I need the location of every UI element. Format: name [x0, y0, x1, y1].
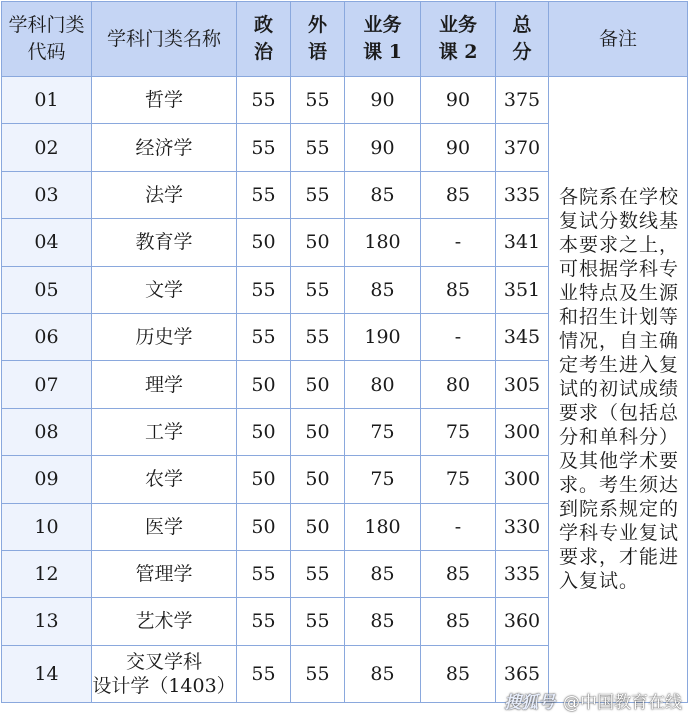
cell-total: 300 [496, 456, 549, 503]
cell-name: 哲学 [92, 77, 237, 124]
cell-course2: 85 [421, 171, 496, 218]
cell-code: 06 [2, 313, 92, 360]
cell-politics: 50 [237, 503, 291, 550]
cell-course2: 80 [421, 361, 496, 408]
cell-politics: 50 [237, 408, 291, 455]
cell-code: 10 [2, 503, 92, 550]
cell-course2: 75 [421, 456, 496, 503]
cell-course1: 85 [345, 598, 421, 645]
cell-name: 理学 [92, 361, 237, 408]
cell-total: 341 [496, 219, 549, 266]
cell-course1: 85 [345, 171, 421, 218]
cell-course2: 85 [421, 550, 496, 597]
cell-politics: 55 [237, 313, 291, 360]
cell-course1: 90 [345, 77, 421, 124]
cell-total: 351 [496, 266, 549, 313]
cell-language: 50 [291, 503, 345, 550]
cell-name: 法学 [92, 171, 237, 218]
cell-course1: 90 [345, 124, 421, 171]
cell-name: 教育学 [92, 219, 237, 266]
cell-language: 55 [291, 313, 345, 360]
cell-total: 370 [496, 124, 549, 171]
cell-language: 55 [291, 171, 345, 218]
watermark [504, 688, 682, 713]
cell-code: 08 [2, 408, 92, 455]
header-row [2, 2, 688, 77]
cell-name: 管理学 [92, 550, 237, 597]
header-total: 总 分 [496, 2, 549, 77]
cell-name: 艺术学 [92, 598, 237, 645]
cell-name: 农学 [92, 456, 237, 503]
cell-code: 03 [2, 171, 92, 218]
cell-total: 335 [496, 550, 549, 597]
cell-total: 365 [496, 645, 549, 702]
cell-politics: 55 [237, 266, 291, 313]
cell-course1: 85 [345, 550, 421, 597]
cell-course1: 80 [345, 361, 421, 408]
cell-course1: 180 [345, 219, 421, 266]
cell-name: 文学 [92, 266, 237, 313]
cell-politics: 55 [237, 598, 291, 645]
cell-code: 01 [2, 77, 92, 124]
cell-language: 55 [291, 266, 345, 313]
cell-language: 50 [291, 361, 345, 408]
cell-language: 55 [291, 645, 345, 702]
cell-language: 50 [291, 219, 345, 266]
cell-politics: 50 [237, 456, 291, 503]
cell-code: 02 [2, 124, 92, 171]
cell-politics: 55 [237, 645, 291, 702]
cell-code: 07 [2, 361, 92, 408]
watermark-text: @中国教育在线 [563, 693, 682, 713]
cell-language: 50 [291, 456, 345, 503]
cell-course1: 85 [345, 266, 421, 313]
cell-code: 13 [2, 598, 92, 645]
header-course1: 业务 课 1 [345, 2, 421, 77]
cell-language: 55 [291, 124, 345, 171]
header-course2: 业务 课 2 [421, 2, 496, 77]
header-remark: 备注 [549, 2, 688, 77]
cell-course2: 85 [421, 598, 496, 645]
cell-politics: 50 [237, 219, 291, 266]
header-language: 外 语 [291, 2, 345, 77]
cell-total: 335 [496, 171, 549, 218]
cell-course2: 90 [421, 124, 496, 171]
cell-course1: 180 [345, 503, 421, 550]
header-politics: 政 治 [237, 2, 291, 77]
cell-total: 330 [496, 503, 549, 550]
cell-name: 工学 [92, 408, 237, 455]
cell-total: 305 [496, 361, 549, 408]
cell-code: 09 [2, 456, 92, 503]
cell-name: 医学 [92, 503, 237, 550]
header-code: 学科门类 代码 [2, 2, 92, 77]
cell-course1: 190 [345, 313, 421, 360]
cell-total: 345 [496, 313, 549, 360]
cell-name: 历史学 [92, 313, 237, 360]
cell-course2: 85 [421, 645, 496, 702]
cell-politics: 55 [237, 550, 291, 597]
cell-code: 12 [2, 550, 92, 597]
cell-course2: 90 [421, 77, 496, 124]
cell-course1: 85 [345, 645, 421, 702]
cell-politics: 55 [237, 171, 291, 218]
cell-course2: 85 [421, 266, 496, 313]
cell-name: 经济学 [92, 124, 237, 171]
remark-cell: 各院系在学校复试分数线基本要求之上，可根据学科专业特点及生源和招生计划等情况，自主确定考生进入复试的初试成绩要求（包括总分和单科分）及其他学术要求。考生须达到院系规定的学科专业复试要求，才能进入复试。 [549, 77, 688, 703]
cell-course2: - [421, 503, 496, 550]
cell-course1: 75 [345, 456, 421, 503]
cell-language: 55 [291, 77, 345, 124]
cell-course2: - [421, 313, 496, 360]
cell-course1: 75 [345, 408, 421, 455]
cell-total: 375 [496, 77, 549, 124]
header-name: 学科门类名称 [92, 2, 237, 77]
cell-code: 04 [2, 219, 92, 266]
cell-course2: 75 [421, 408, 496, 455]
table-row [2, 77, 688, 124]
cell-language: 55 [291, 598, 345, 645]
cell-code: 05 [2, 266, 92, 313]
cell-name: 交叉学科 设计学（1403） [92, 645, 237, 702]
cell-politics: 50 [237, 361, 291, 408]
cell-code: 14 [2, 645, 92, 702]
cell-language: 50 [291, 408, 345, 455]
cell-language: 55 [291, 550, 345, 597]
watermark-logo: 搜狐号 [504, 693, 555, 713]
cell-politics: 55 [237, 77, 291, 124]
cell-total: 360 [496, 598, 549, 645]
score-table [1, 1, 688, 703]
cell-total: 300 [496, 408, 549, 455]
cell-course2: - [421, 219, 496, 266]
cell-politics: 55 [237, 124, 291, 171]
